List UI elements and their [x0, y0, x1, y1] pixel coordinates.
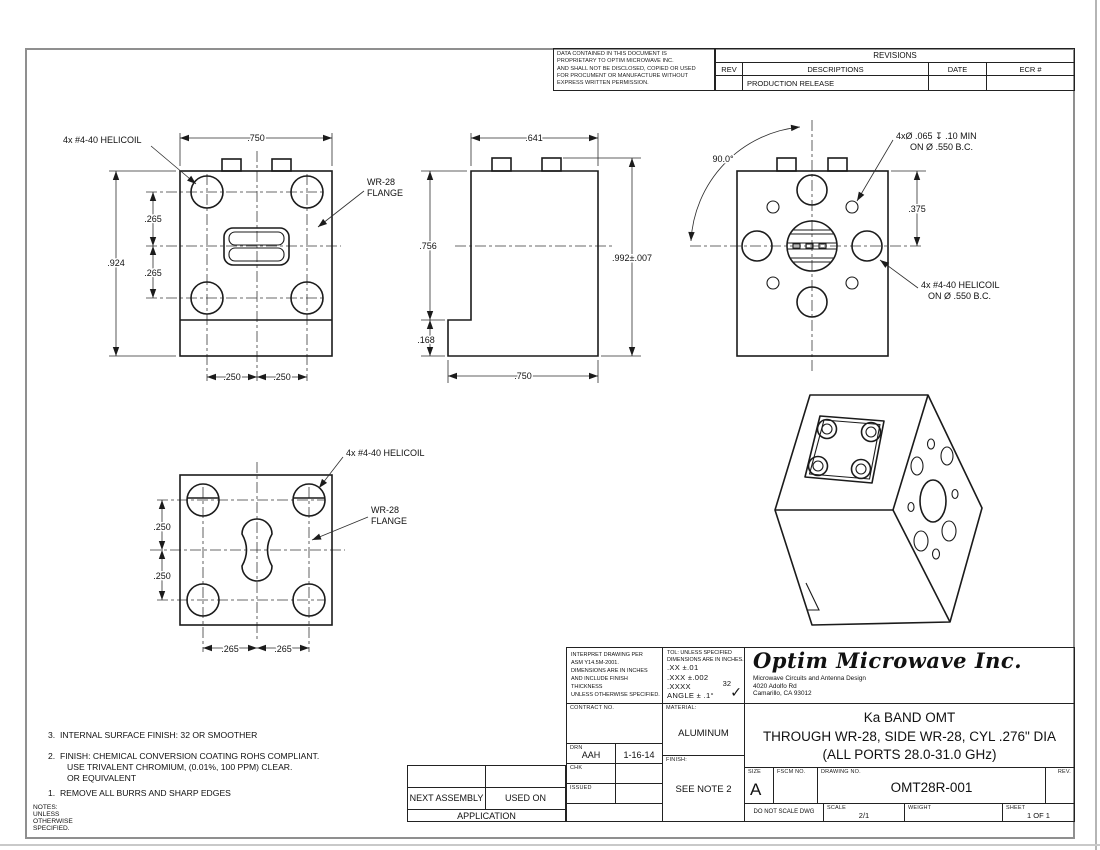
drawing-title-line-3: (ALL PORTS 28.0-31.0 GHz): [822, 747, 997, 762]
next-assembly-label: NEXT ASSEMBLY: [409, 793, 484, 803]
scale-cell: [823, 803, 905, 822]
finish-value: SEE NOTE 2: [675, 784, 732, 795]
note-2: 2. FINISH: CHEMICAL CONVERSION COATING ROHS COMPLIANT.: [48, 751, 320, 761]
fscm-label: FSCM NO.: [777, 769, 806, 775]
bottom-helicoil-label: 4x #4-40 HELICOIL: [346, 448, 425, 458]
drawing-title-line-1: Ka BAND OMT: [863, 710, 956, 725]
notice-line: PROPRIETARY TO OPTIM MICROWAVE INC.: [557, 58, 674, 65]
helicoil-inserts: [809, 420, 881, 479]
sheet-cell: [1002, 803, 1075, 822]
drn-label: DRN: [570, 745, 583, 751]
issued-cell: [566, 783, 616, 804]
tol-line: ANGLE ± .1°: [667, 691, 714, 701]
surface-finish-value: 32: [722, 679, 731, 688]
note-3: 3. INTERNAL SURFACE FINISH: 32 OR SMOOTHER: [48, 730, 258, 740]
front-flange-label-1: WR-28: [367, 177, 396, 187]
bottom-flange-label-2: FLANGE: [371, 516, 408, 526]
front-dim-265a: .265: [144, 214, 162, 224]
proprietary-notice: [553, 48, 715, 91]
front-body: [180, 171, 332, 356]
sheet-value: 1 OF 1: [1027, 811, 1050, 820]
front-helicoil-label: 4x #4-40 HELICOIL: [63, 135, 142, 145]
interpret-line: UNLESS OTHERWISE SPECIFIED.: [571, 692, 660, 698]
application-cell: [407, 809, 566, 822]
front-flange-label-2: FLANGE: [367, 188, 404, 198]
sheet-label: SHEET: [1006, 805, 1026, 811]
drn-date: 1-16-14: [623, 750, 655, 760]
finish-label: FINISH:: [666, 757, 687, 763]
side-dim-upper: .756: [419, 241, 437, 251]
side-port-body: [737, 171, 888, 356]
interpret-line: INTERPRET DRAWING PER: [571, 652, 643, 658]
notice-line: AND SHALL NOT BE DISCLOSED, COPIED OR USED: [557, 65, 696, 72]
drawing-number-label: DRAWING NO.: [821, 769, 861, 775]
drawing-title-line-2: THROUGH WR-28, SIDE WR-28, CYL .276" DIA: [762, 728, 1057, 744]
company-address-2: Camarillo, CA 93012: [753, 690, 812, 698]
interpret-cell: [566, 647, 663, 704]
notice-line: FOR PROCUMENT OR MANUFACTURE WITHOUT: [557, 72, 689, 79]
port-dim-375: .375: [908, 204, 926, 214]
drawing-title-cell: [744, 703, 1075, 768]
revision-row-date: [929, 76, 987, 91]
material-value: ALUMINUM: [678, 728, 729, 739]
revisions-title: REVISIONS: [716, 49, 1074, 63]
empty-cell: [566, 803, 663, 822]
revision-row-rev: [716, 76, 743, 91]
company-address-1: 4020 Adolfo Rd: [753, 682, 797, 690]
notes-footer: NOTES: UNLESS OTHERWISE SPECIFIED.: [33, 804, 73, 832]
side-dim-base: .750: [514, 371, 532, 381]
scale-value: 2/1: [858, 811, 870, 820]
side-ports-iso: [908, 439, 958, 559]
issued-label: ISSUED: [570, 785, 592, 791]
side-dim-top: .641: [525, 133, 543, 143]
material-cell: [662, 703, 745, 756]
drawing-number-cell: [817, 767, 1046, 804]
drn-value: AAH: [581, 750, 601, 760]
tol-line: DIMENSIONS ARE IN INCHES.: [667, 656, 744, 663]
revisions-col-desc: DESCRIPTIONS: [743, 63, 929, 76]
port-dim-angle: 90.0°: [712, 154, 734, 164]
front-dim-height: .924: [107, 258, 125, 268]
used-on-label: USED ON: [504, 793, 546, 803]
next-assembly-value-cell: [407, 765, 486, 788]
bottom-view: [150, 448, 425, 654]
no-scale-cell: [744, 803, 824, 822]
chk-label: CHK: [570, 765, 583, 771]
surface-finish-icon: ✓: [730, 685, 742, 701]
drn-date-cell: [615, 743, 663, 764]
tol-line: TOL: UNLESS SPECIFIED: [667, 650, 732, 656]
used-on-value-cell: [485, 765, 566, 788]
weight-label: WEIGHT: [908, 805, 932, 811]
interpret-line: ASM Y14.5M-2001.: [571, 660, 619, 666]
port-holes-label-1: 4xØ .065 ↧ .10 MIN: [896, 131, 977, 141]
bottom-dim-265b: .265: [274, 644, 292, 654]
side-dim-total: .992±.007: [612, 253, 652, 263]
port-helicoil-label-2: ON Ø .550 B.C.: [928, 291, 992, 301]
side-view: [417, 133, 652, 383]
drawing-number-value: OMT28R-001: [890, 780, 973, 795]
tolerance-cell: [662, 647, 745, 704]
used-on-cell: [485, 787, 566, 810]
application-label: APPLICATION: [457, 811, 516, 821]
notice-line: EXPRESS WRITTEN PERMISSION.: [557, 80, 649, 87]
front-view: [63, 133, 403, 382]
wr28-aperture: [224, 228, 289, 265]
revision-row-ecr: [987, 76, 1074, 91]
isometric-view: [775, 395, 982, 625]
front-dim-250b: .250: [273, 372, 291, 382]
note-1: 1. REMOVE ALL BURRS AND SHARP EDGES: [48, 788, 231, 798]
issued-date-cell: [615, 783, 663, 804]
note-2c: OR EQUIVALENT: [67, 773, 137, 783]
size-value: A: [750, 780, 762, 799]
next-assembly-cell: [407, 787, 486, 810]
port-helicoil-label-1: 4x #4-40 HELICOIL: [921, 280, 1000, 290]
scale-label: SCALE: [827, 805, 847, 811]
revisions-col-date: DATE: [929, 63, 987, 76]
notice-line: DATA CONTAINED IN THIS DOCUMENT IS: [557, 51, 667, 57]
revisions-col-ecr: ECR #: [987, 63, 1074, 76]
page-edge: [0, 844, 1100, 846]
interpret-line: THICKNESS: [571, 684, 603, 690]
tol-line: .XXX ±.002: [667, 672, 709, 682]
interpret-line: DIMENSIONS ARE IN INCHES: [571, 668, 648, 674]
weight-cell: [904, 803, 1003, 822]
company-name: Optim Microwave Inc.: [753, 648, 1023, 673]
rev-label: REV.: [1057, 769, 1071, 775]
side-body: [448, 171, 598, 356]
chk-cell: [566, 763, 616, 784]
size-label: SIZE: [748, 769, 762, 775]
finish-cell: [662, 755, 745, 822]
front-dim-250a: .250: [223, 372, 241, 382]
bottom-dim-265a: .265: [221, 644, 239, 654]
no-scale-note: DO NOT SCALE DWG: [753, 809, 815, 815]
interpret-line: AND INCLUDE FINISH: [571, 676, 628, 682]
revisions-col-rev: REV: [716, 63, 743, 76]
size-cell: [744, 767, 774, 804]
tol-line: .XX ±.01: [667, 663, 699, 673]
chk-date-cell: [615, 763, 663, 784]
drn-cell: [566, 743, 616, 764]
company-subtitle: Microwave Circuits and Antenna Design: [753, 675, 866, 682]
company-cell: [744, 647, 1075, 704]
revisions-table: [715, 48, 1075, 91]
side-dim-lower: .168: [417, 335, 435, 345]
contract-label: CONTRACT NO.: [570, 705, 615, 711]
side-port-view: [690, 120, 1000, 372]
note-2b: USE TRIVALENT CHROMIUM, (0.01%, 100 PPM) CLEAR.: [67, 762, 293, 772]
fscm-cell: [773, 767, 818, 804]
bottom-flange-label-1: WR-28: [371, 505, 400, 515]
material-label: MATERIAL:: [666, 705, 697, 711]
tol-line: .XXXX: [667, 682, 691, 691]
page-edge: [1095, 0, 1097, 850]
contract-cell: [566, 703, 663, 744]
bottom-dim-250b: .250: [153, 571, 171, 581]
bottom-dim-250a: .250: [153, 522, 171, 532]
port-holes-label-2: ON Ø .550 B.C.: [910, 142, 974, 152]
revision-row-desc: PRODUCTION RELEASE: [743, 76, 929, 91]
front-dim-width: .750: [247, 133, 265, 143]
rev-cell: [1045, 767, 1075, 804]
front-dim-265b: .265: [144, 268, 162, 278]
